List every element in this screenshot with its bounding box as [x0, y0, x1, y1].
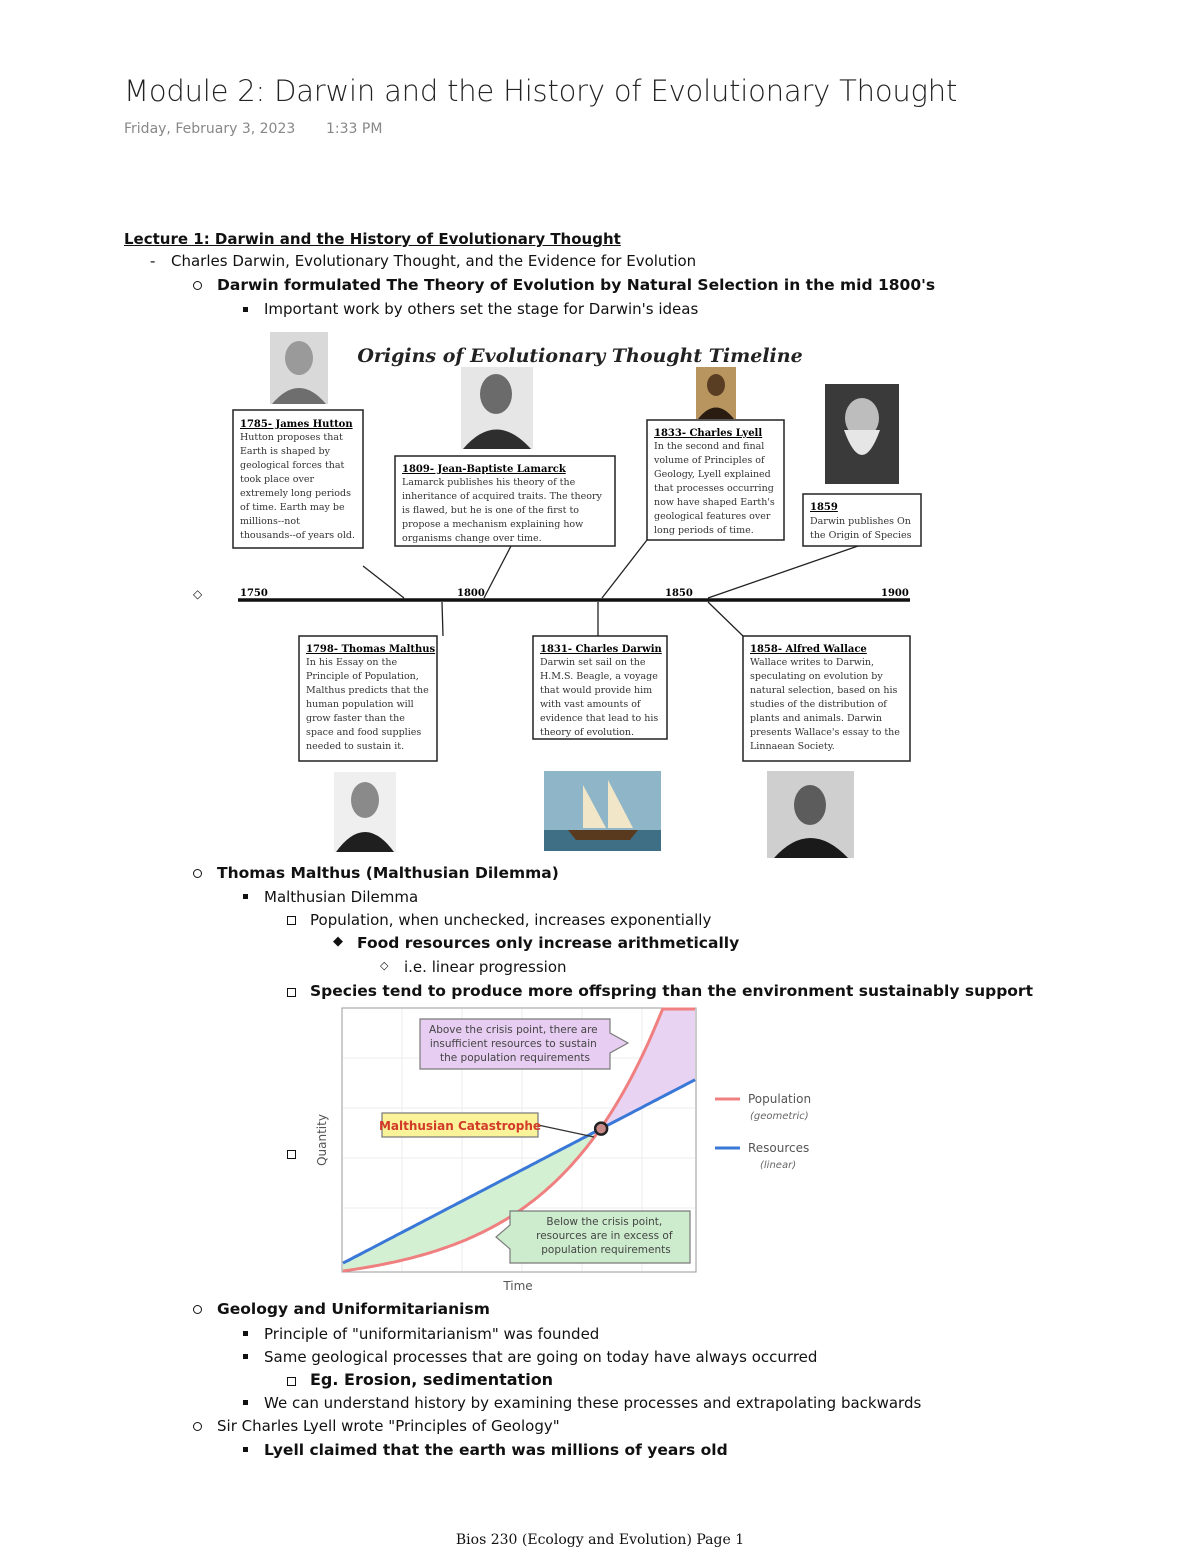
offspring-note: Species tend to produce more offspring than the environment sustainably support — [310, 982, 1033, 1000]
tick-label: 1800 — [457, 588, 485, 599]
page-time: 1:33 PM — [326, 121, 383, 137]
event-text: In his Essay on the Principle of Population, Malthus predicts that the human population will grow faster than the space and food supplies needed to sustain it. — [306, 657, 429, 752]
event-box-darwin — [533, 636, 667, 739]
hollow-square-bullet — [287, 988, 296, 997]
svg-text:Malthusian Catastrophe: Malthusian Catastrophe — [378, 1119, 542, 1133]
legend-note-population: (geometric) — [750, 1111, 809, 1122]
timeline-title: Origins of Evolutionary Thought Timeline — [357, 345, 803, 367]
event-text: Hutton proposes that Earth is shaped by geological forces that took place over extremely long periods of time. Earth may be millions--not thousands--of years old. — [240, 432, 356, 541]
malthus-portrait-image — [334, 772, 396, 852]
event-box-malthus — [299, 636, 437, 761]
event-box-lamarck — [395, 456, 615, 546]
circle-bullet — [193, 869, 202, 878]
chart-legend — [715, 1092, 811, 1171]
circle-bullet — [193, 281, 202, 290]
event-heading: 1831- Charles Darwin — [540, 644, 662, 655]
svg-text:Above the crisis point, there: Above the crisis point, there are insufficient resources to sustain the population requirements — [429, 1024, 598, 1064]
event-box-hutton — [233, 410, 363, 548]
event-text: In the second and final volume of Principles of Geology, Lyell explained that processes occurring now have shaped Earth's geological features over long periods of time. — [654, 441, 775, 536]
page-title: Module 2: Darwin and the History of Evolutionary Thought — [124, 74, 958, 108]
lecture-heading: Lecture 1: Darwin and the History of Evolutionary Thought — [124, 230, 621, 248]
square-bullet — [243, 307, 248, 312]
page-footer: Bios 230 (Ecology and Evolution) Page 1 — [455, 1532, 745, 1548]
tick-label: 1900 — [881, 588, 909, 599]
svg-text:Below the crisis point,: Below the crisis point, resources are in excess of population requirements — [536, 1216, 673, 1256]
square-bullet — [243, 1331, 248, 1336]
note-l1: Charles Darwin, Evolutionary Thought, and the Evidence for Evolution — [171, 252, 697, 270]
uniform-note-1: Principle of "uniformitarianism" was founded — [264, 1325, 600, 1343]
event-heading: 1809- Jean-Baptiste Lamarck — [402, 464, 566, 475]
legend-note-resources: (linear) — [760, 1160, 797, 1171]
malthus-chart — [310, 1005, 830, 1297]
dash-bullet: - — [150, 252, 156, 270]
hollow-square-bullet — [287, 1150, 296, 1159]
note-l2: Darwin formulated The Theory of Evolution by Natural Selection in the mid 1800's — [217, 276, 936, 294]
malthus-heading: Thomas Malthus (Malthusian Dilemma) — [217, 864, 559, 882]
malthus-dilemma: Malthusian Dilemma — [264, 888, 419, 906]
below-crisis-callout — [496, 1211, 690, 1263]
square-bullet — [243, 894, 248, 899]
above-crisis-callout — [420, 1019, 628, 1069]
square-bullet — [243, 1447, 248, 1452]
lyell-heading: Sir Charles Lyell wrote "Principles of Geology" — [217, 1417, 560, 1435]
hollow-square-bullet — [287, 916, 296, 925]
legend-label-resources: Resources — [748, 1141, 810, 1155]
tick-label: 1750 — [240, 588, 268, 599]
food-arithmetic: Food resources only increase arithmetically — [357, 934, 740, 952]
diamond-bullet: ◇ — [193, 587, 203, 601]
circle-bullet — [193, 1305, 202, 1314]
event-text: Darwin set sail on the H.M.S. Beagle, a voyage that would provide him with vast amounts of evidence that lead to his theory of evolution. — [540, 657, 659, 738]
event-text: Lamarck publishes his theory of the inheritance of acquired traits. The theory is flawed, but he is one of the first to propose a mechanism explaining how organisms change over time. — [402, 477, 602, 544]
event-heading: 1785- James Hutton — [240, 419, 353, 430]
crisis-point-marker — [595, 1123, 607, 1135]
erosion-note: Eg. Erosion, sedimentation — [310, 1370, 554, 1389]
page-date: Friday, February 3, 2023 — [124, 121, 296, 137]
event-box-1859 — [803, 494, 921, 546]
event-box-lyell — [647, 420, 784, 540]
hutton-portrait-image — [270, 332, 328, 404]
tick-label: 1850 — [665, 588, 693, 599]
hollow-square-bullet — [287, 1377, 296, 1386]
lyell-claim: Lyell claimed that the earth was millions of years old — [264, 1441, 728, 1459]
extrapolate-note: We can understand history by examining these processes and extrapolating backwards — [264, 1394, 922, 1412]
uniform-note-2: Same geological processes that are going on today have always occurred — [264, 1348, 818, 1366]
event-heading: 1858- Alfred Wallace — [750, 644, 867, 655]
square-bullet — [243, 1400, 248, 1405]
y-axis-label: Quantity — [315, 1114, 329, 1166]
darwin-portrait-image — [825, 384, 899, 484]
event-box-wallace — [743, 636, 910, 761]
pop-exponential: Population, when unchecked, increases exponentially — [310, 911, 712, 929]
event-text: Darwin publishes On the Origin of Species — [810, 516, 912, 541]
square-bullet — [243, 1354, 248, 1359]
beagle-ship-image — [544, 771, 661, 851]
timeline-figure — [228, 330, 928, 860]
lyell-portrait-image — [696, 367, 736, 419]
note-l3: Important work by others set the stage for Darwin's ideas — [264, 300, 699, 318]
linear-progression: i.e. linear progression — [404, 958, 567, 976]
diamond-bullet: ◆ — [333, 934, 343, 949]
lamarck-portrait-image — [461, 367, 533, 449]
event-text: Wallace writes to Darwin, speculating on evolution by natural selection, based on his studies of the distribution of plants and animals. Darwin presents Wallace's essay to the Linnaean Society. — [750, 657, 900, 752]
wallace-portrait-image — [767, 771, 854, 858]
circle-bullet — [193, 1422, 202, 1431]
event-heading: 1859 — [810, 502, 838, 513]
event-heading: 1798- Thomas Malthus — [306, 644, 436, 655]
diamond-bullet: ◇ — [380, 959, 389, 972]
event-heading: 1833- Charles Lyell — [654, 428, 763, 439]
geology-heading: Geology and Uniformitarianism — [217, 1300, 490, 1318]
legend-label-population: Population — [748, 1092, 812, 1106]
x-axis-label: Time — [503, 1279, 533, 1293]
